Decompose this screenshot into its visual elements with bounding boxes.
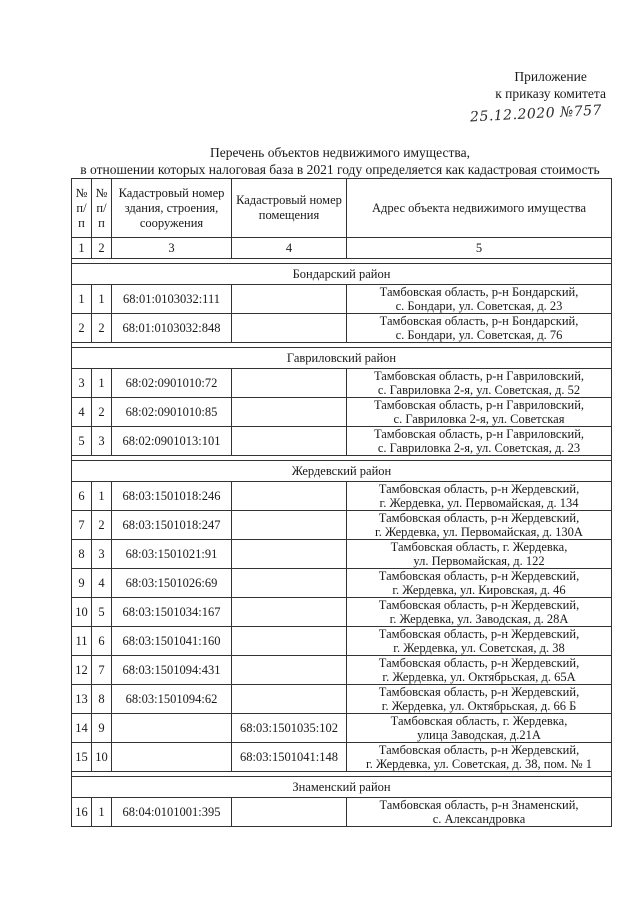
district-row xyxy=(72,461,612,482)
row-subnumber: 2 xyxy=(92,511,112,540)
table-row xyxy=(72,511,612,540)
address-line: г. Жердевка, ул. Октябрьская, д. 65А xyxy=(382,670,576,684)
building-cadastral-number xyxy=(112,714,232,743)
address-cell xyxy=(347,627,612,656)
column-number: 2 xyxy=(92,238,112,259)
row-number: 10 xyxy=(72,598,92,627)
row-subnumber: 2 xyxy=(92,314,112,343)
premises-cadastral-number xyxy=(232,482,347,511)
table-row xyxy=(72,798,612,827)
column-number: 5 xyxy=(347,238,612,259)
premises-cadastral-number xyxy=(232,627,347,656)
row-number: 8 xyxy=(72,540,92,569)
building-cadastral-number: 68:04:0101001:395 xyxy=(112,798,232,827)
address-line: улица Заводская, д.21А xyxy=(417,728,541,742)
address-cell xyxy=(347,482,612,511)
row-subnumber: 9 xyxy=(92,714,112,743)
premises-cadastral-number xyxy=(232,540,347,569)
address-line: Тамбовская область, р-н Жердевский, xyxy=(378,569,580,583)
table-row xyxy=(72,627,612,656)
address-cell xyxy=(347,656,612,685)
district-row xyxy=(72,777,612,798)
address-line: Тамбовская область, р-н Жердевский, xyxy=(378,656,580,670)
row-number: 15 xyxy=(72,743,92,772)
address-line: Тамбовская область, р-н Жердевский, xyxy=(378,598,580,612)
address-cell xyxy=(347,540,612,569)
premises-cadastral-number xyxy=(232,685,347,714)
row-subnumber: 8 xyxy=(92,685,112,714)
building-cadastral-number: 68:03:1501021:91 xyxy=(112,540,232,569)
row-number: 4 xyxy=(72,398,92,427)
address-line: г. Жердевка, ул. Заводская, д. 28А xyxy=(389,612,569,626)
table-row xyxy=(72,398,612,427)
district-name: Знаменский район xyxy=(72,777,612,798)
row-number: 14 xyxy=(72,714,92,743)
table-row xyxy=(72,285,612,314)
address-cell xyxy=(347,743,612,772)
table-row xyxy=(72,598,612,627)
district-row xyxy=(72,348,612,369)
property-table xyxy=(71,178,612,827)
table-row xyxy=(72,656,612,685)
table-header-row xyxy=(72,179,612,238)
address-line: г. Жердевка, ул. Первомайская, д. 130А xyxy=(375,525,583,539)
address-line: Тамбовская область, р-н Бондарский, xyxy=(379,285,579,299)
premises-cadastral-number: 68:03:1501035:102 xyxy=(232,714,347,743)
address-line: Тамбовская область, р-н Гавриловский, xyxy=(373,369,585,383)
premises-cadastral-number xyxy=(232,398,347,427)
address-cell xyxy=(347,369,612,398)
address-line: Тамбовская область, р-н Знаменский, xyxy=(379,798,579,812)
address-line: Тамбовская область, р-н Гавриловский, xyxy=(373,427,585,441)
row-subnumber: 5 xyxy=(92,598,112,627)
row-subnumber: 2 xyxy=(92,398,112,427)
row-subnumber: 10 xyxy=(92,743,112,772)
address-line: Тамбовская область, р-н Жердевский, xyxy=(378,685,580,699)
building-cadastral-number: 68:02:0901013:101 xyxy=(112,427,232,456)
premises-cadastral-number xyxy=(232,656,347,685)
property-table-body xyxy=(72,179,612,827)
address-line: с. Бондари, ул. Советская, д. 76 xyxy=(395,328,563,342)
premises-cadastral-number xyxy=(232,314,347,343)
address-cell xyxy=(347,427,612,456)
premises-cadastral-number xyxy=(232,569,347,598)
building-cadastral-number: 68:03:1501026:69 xyxy=(112,569,232,598)
address-cell xyxy=(347,511,612,540)
title-line-1: Перечень объектов недвижимого имущества, xyxy=(210,145,470,160)
row-subnumber: 6 xyxy=(92,627,112,656)
address-line: Тамбовская область, р-н Бондарский, xyxy=(379,314,579,328)
row-number: 7 xyxy=(72,511,92,540)
address-line: г. Жердевка, ул. Первомайская, д. 134 xyxy=(379,496,579,510)
address-cell xyxy=(347,285,612,314)
address-line: Тамбовская область, г. Жердевка, xyxy=(390,540,568,554)
address-cell xyxy=(347,598,612,627)
row-number: 2 xyxy=(72,314,92,343)
address-line: с. Гавриловка 2-я, ул. Советская, д. 52 xyxy=(377,383,581,397)
header-cell-premises: Кадастровый номер помещения xyxy=(232,179,347,238)
premises-cadastral-number xyxy=(232,369,347,398)
building-cadastral-number: 68:03:1501041:160 xyxy=(112,627,232,656)
table-row xyxy=(72,743,612,772)
row-number: 16 xyxy=(72,798,92,827)
appendix-note xyxy=(495,68,606,102)
row-subnumber: 1 xyxy=(92,369,112,398)
address-line: с. Гавриловка 2-я, ул. Советская xyxy=(393,412,565,426)
district-row xyxy=(72,264,612,285)
header-cell-address: Адрес объекта недвижимого имущества xyxy=(347,179,612,238)
building-cadastral-number: 68:02:0901010:85 xyxy=(112,398,232,427)
row-subnumber: 3 xyxy=(92,427,112,456)
table-row xyxy=(72,540,612,569)
address-line: Тамбовская область, р-н Гавриловский, xyxy=(373,398,585,412)
address-line: г. Жердевка, ул. Октябрьская, д. 66 Б xyxy=(381,699,577,713)
handwritten-signature: 25.12.2020 №757 xyxy=(469,102,603,126)
address-line: г. Жердевка, ул. Кировская, д. 46 xyxy=(392,583,566,597)
address-line: ул. Первомайская, д. 122 xyxy=(413,554,545,568)
column-number: 4 xyxy=(232,238,347,259)
address-line: г. Жердевка, ул. Советская, д. 38, пом. № 1 xyxy=(366,757,592,771)
appendix-line-2: к приказу комитета xyxy=(495,86,606,101)
building-cadastral-number: 68:03:1501094:431 xyxy=(112,656,232,685)
table-row xyxy=(72,714,612,743)
column-number-row xyxy=(72,238,612,259)
row-subnumber: 1 xyxy=(92,798,112,827)
table-row xyxy=(72,314,612,343)
premises-cadastral-number xyxy=(232,798,347,827)
header-cell-number: № п/п xyxy=(72,179,92,238)
table-row xyxy=(72,369,612,398)
row-number: 6 xyxy=(72,482,92,511)
appendix-line-1: Приложение xyxy=(514,69,587,84)
row-number: 9 xyxy=(72,569,92,598)
address-line: Тамбовская область, г. Жердевка, xyxy=(390,714,568,728)
premises-cadastral-number: 68:03:1501041:148 xyxy=(232,743,347,772)
address-line: с. Александровка xyxy=(432,812,526,826)
address-cell xyxy=(347,685,612,714)
premises-cadastral-number xyxy=(232,511,347,540)
premises-cadastral-number xyxy=(232,285,347,314)
row-subnumber: 1 xyxy=(92,482,112,511)
table-row xyxy=(72,482,612,511)
row-subnumber: 1 xyxy=(92,285,112,314)
building-cadastral-number: 68:03:1501094:62 xyxy=(112,685,232,714)
address-cell xyxy=(347,398,612,427)
address-cell xyxy=(347,314,612,343)
table-row xyxy=(72,685,612,714)
row-number: 5 xyxy=(72,427,92,456)
building-cadastral-number xyxy=(112,743,232,772)
address-line: Тамбовская область, р-н Жердевский, xyxy=(378,627,580,641)
premises-cadastral-number xyxy=(232,598,347,627)
row-subnumber: 7 xyxy=(92,656,112,685)
address-line: Тамбовская область, р-н Жердевский, xyxy=(378,482,580,496)
address-cell xyxy=(347,714,612,743)
building-cadastral-number: 68:03:1501034:167 xyxy=(112,598,232,627)
building-cadastral-number: 68:01:0103032:848 xyxy=(112,314,232,343)
row-number: 12 xyxy=(72,656,92,685)
table-row xyxy=(72,569,612,598)
title-line-2: в отношении которых налоговая база в 2021 году определяется как кадастровая стоимость xyxy=(80,162,600,177)
building-cadastral-number: 68:03:1501018:246 xyxy=(112,482,232,511)
district-name: Гавриловский район xyxy=(72,348,612,369)
address-cell xyxy=(347,798,612,827)
row-number: 1 xyxy=(72,285,92,314)
table-row xyxy=(72,427,612,456)
header-cell-building: Кадастровый номер здания, строения, сооружения xyxy=(112,179,232,238)
building-cadastral-number: 68:02:0901010:72 xyxy=(112,369,232,398)
district-name: Бондарский район xyxy=(72,264,612,285)
building-cadastral-number: 68:03:1501018:247 xyxy=(112,511,232,540)
address-line: с. Гавриловка 2-я, ул. Советская, д. 23 xyxy=(377,441,581,455)
column-number: 3 xyxy=(112,238,232,259)
row-subnumber: 4 xyxy=(92,569,112,598)
address-cell xyxy=(347,569,612,598)
address-line: г. Жердевка, ул. Советская, д. 38 xyxy=(393,641,565,655)
district-name: Жердевский район xyxy=(72,461,612,482)
building-cadastral-number: 68:01:0103032:111 xyxy=(112,285,232,314)
document-title xyxy=(40,144,640,178)
premises-cadastral-number xyxy=(232,427,347,456)
address-line: Тамбовская область, р-н Жердевский, xyxy=(378,511,580,525)
header-cell-subnumber: № п/п xyxy=(92,179,112,238)
row-number: 13 xyxy=(72,685,92,714)
row-number: 11 xyxy=(72,627,92,656)
row-number: 3 xyxy=(72,369,92,398)
row-subnumber: 3 xyxy=(92,540,112,569)
column-number: 1 xyxy=(72,238,92,259)
address-line: с. Бондари, ул. Советская, д. 23 xyxy=(395,299,563,313)
address-line: Тамбовская область, р-н Жердевский, xyxy=(378,743,580,757)
